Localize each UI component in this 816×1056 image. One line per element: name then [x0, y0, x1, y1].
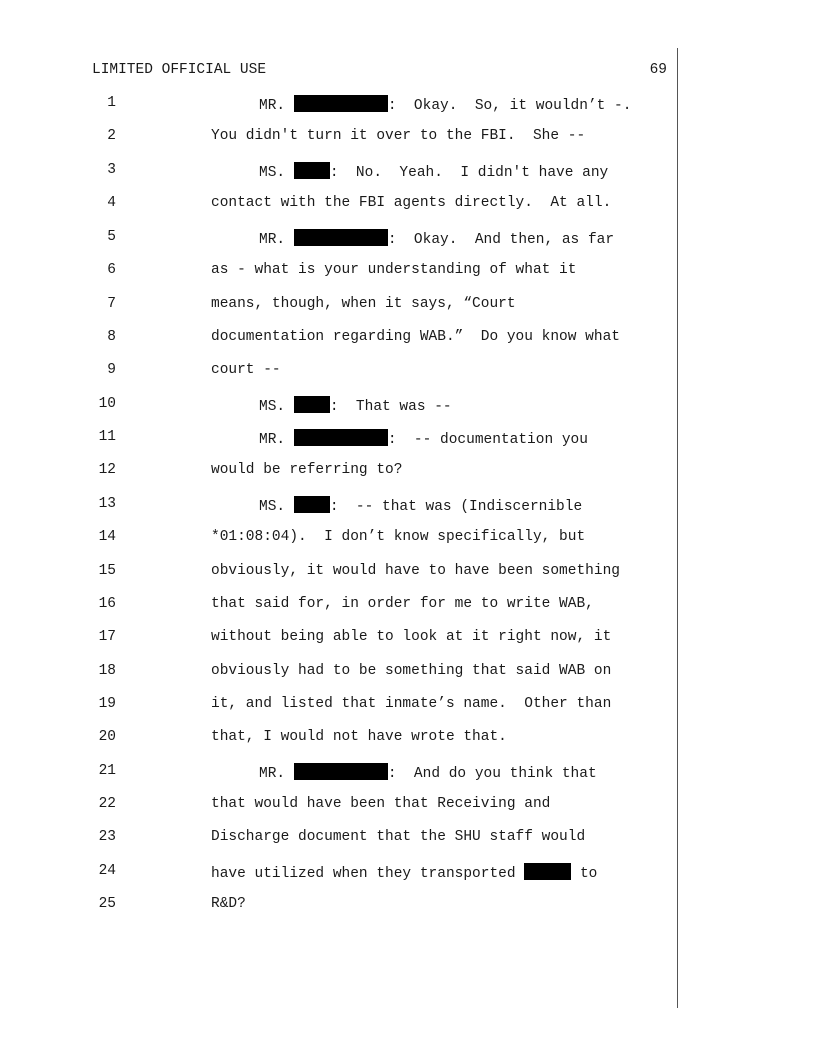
transcript-line: Discharge document that the SHU staff would — [211, 829, 586, 845]
line-number: 8 — [107, 329, 116, 345]
transcript-line-redacted — [211, 863, 597, 882]
speaker-title: MR. — [259, 766, 294, 782]
transcript-line: that, I would not have wrote that. — [211, 729, 507, 745]
redacted-name — [294, 162, 330, 179]
line-number: 1 — [107, 95, 116, 111]
speech-text: : Okay. And then, as far — [387, 232, 615, 248]
speaker-title: MR. — [259, 98, 294, 114]
redacted-name — [294, 763, 388, 780]
speech-text: : Okay. So, it wouldn’t -. — [387, 98, 632, 114]
transcript-line: would be referring to? — [211, 462, 403, 478]
line-number: 17 — [98, 629, 116, 645]
transcript-line: it, and listed that inmate’s name. Other than — [211, 696, 612, 712]
transcript-line: contact with the FBI agents directly. At all. — [211, 195, 612, 211]
transcript-line: obviously, it would have to have been something — [211, 563, 620, 579]
redacted-name — [294, 229, 388, 246]
line-number: 19 — [98, 696, 116, 712]
line-number: 10 — [98, 396, 116, 412]
transcript-line-speaker — [259, 229, 614, 248]
transcript-line: R&D? — [211, 896, 246, 912]
margin-rule — [677, 48, 678, 1008]
speech-text: : -- documentation you — [387, 432, 588, 448]
transcript-line: that said for, in order for me to write WAB, — [211, 596, 594, 612]
line-number: 24 — [98, 863, 116, 879]
redacted-name — [524, 863, 571, 880]
redacted-name — [294, 429, 388, 446]
transcript-line: documentation regarding WAB.” Do you know what — [211, 329, 620, 345]
line-number: 21 — [98, 763, 116, 779]
line-number: 23 — [98, 829, 116, 845]
transcript-line: *01:08:04). I don’t know specifically, but — [211, 529, 586, 545]
speech-text: to — [571, 866, 598, 882]
line-number: 22 — [98, 796, 116, 812]
line-number: 9 — [107, 362, 116, 378]
speaker-title: MR. — [259, 432, 294, 448]
transcript-line: without being able to look at it right now, it — [211, 629, 612, 645]
line-number: 16 — [98, 596, 116, 612]
speech-text: : No. Yeah. I didn't have any — [329, 165, 609, 181]
page-number: 69 — [649, 62, 667, 78]
redacted-name — [294, 396, 330, 413]
line-number: 20 — [98, 729, 116, 745]
transcript-line-speaker — [259, 162, 608, 181]
transcript-line: You didn't turn it over to the FBI. She -- — [211, 128, 586, 144]
redacted-name — [294, 496, 330, 513]
line-number: 5 — [107, 229, 116, 245]
line-number: 13 — [98, 496, 116, 512]
line-number: 4 — [107, 195, 116, 211]
transcript-line-speaker — [259, 496, 582, 515]
transcript-line: that would have been that Receiving and — [211, 796, 551, 812]
line-number: 3 — [107, 162, 116, 178]
line-number: 7 — [107, 296, 116, 312]
transcript-line: obviously had to be something that said WAB on — [211, 663, 612, 679]
speaker-title: MS. — [259, 499, 294, 515]
speaker-title: MR. — [259, 232, 294, 248]
line-number: 12 — [98, 462, 116, 478]
speaker-title: MS. — [259, 165, 294, 181]
speech-text: : And do you think that — [387, 766, 597, 782]
line-number: 2 — [107, 128, 116, 144]
redacted-name — [294, 95, 388, 112]
transcript-line-speaker — [259, 95, 631, 114]
speech-text: : That was -- — [329, 399, 452, 415]
speaker-title: MS. — [259, 399, 294, 415]
page-header-classification: LIMITED OFFICIAL USE — [92, 62, 267, 78]
line-number: 25 — [98, 896, 116, 912]
transcript-line: court -- — [211, 362, 281, 378]
speech-text: have utilized when they transported — [211, 866, 525, 882]
transcript-line-speaker — [259, 396, 452, 415]
line-number: 6 — [107, 262, 116, 278]
transcript-line-speaker — [259, 429, 588, 448]
line-number: 11 — [98, 429, 116, 445]
transcript-line-speaker — [259, 763, 597, 782]
speech-text: : -- that was (Indiscernible — [329, 499, 583, 515]
line-number: 15 — [98, 563, 116, 579]
line-number: 14 — [98, 529, 116, 545]
transcript-line: as - what is your understanding of what it — [211, 262, 577, 278]
transcript-line: means, though, when it says, “Court — [211, 296, 516, 312]
line-number: 18 — [98, 663, 116, 679]
